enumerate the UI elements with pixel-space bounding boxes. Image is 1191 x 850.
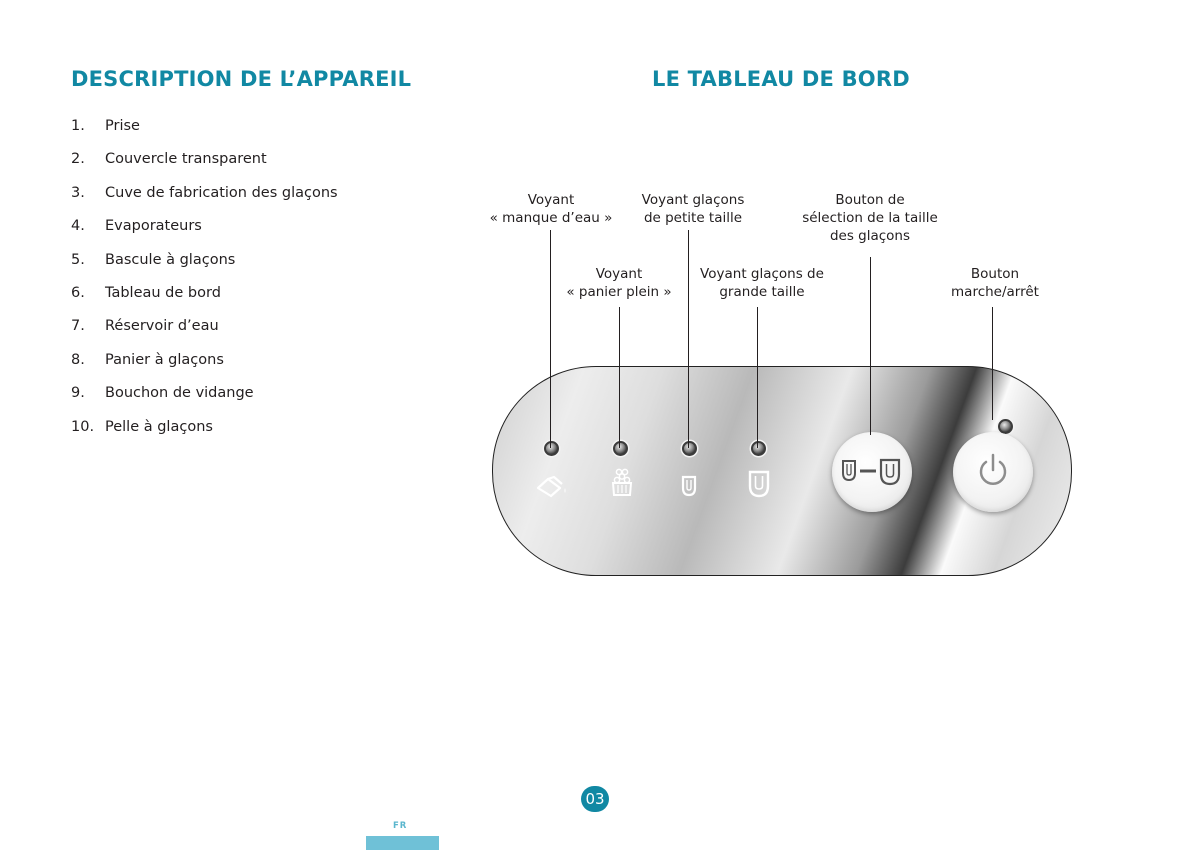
leader-line-small-ice [688, 230, 689, 448]
label-small-ice: Voyant glaçons de petite taille [641, 192, 745, 226]
label-water-shortage: Voyant « manque d’eau » [489, 192, 613, 226]
water-shortage-led [544, 441, 559, 456]
language-label: FR [393, 821, 408, 831]
list-item: 6. Tableau de bord [71, 284, 221, 301]
large-ice-icon [747, 470, 771, 498]
leader-line-water-shortage [550, 230, 551, 448]
item-label: Evaporateurs [105, 218, 202, 235]
list-item: 9. Bouchon de vidange [71, 385, 254, 402]
list-item: 8. Panier à glaçons [71, 351, 224, 368]
power-button[interactable] [953, 432, 1033, 512]
large-ice-led [751, 441, 766, 456]
label-large-ice: Voyant glaçons de grande taille [700, 266, 824, 300]
water-pour-icon [535, 474, 569, 498]
size-select-icon [839, 458, 905, 486]
basket-full-led [613, 441, 628, 456]
item-label: Pelle à glaçons [105, 418, 213, 435]
control-panel [492, 366, 1072, 576]
item-label: Cuve de fabrication des glaçons [105, 184, 338, 201]
leader-line-power-button [992, 307, 993, 420]
item-label: Prise [105, 118, 140, 134]
item-label: Réservoir d’eau [105, 318, 219, 335]
label-power-button: Bouton marche/arrêt [951, 266, 1039, 300]
label-size-button: Bouton de sélection de la taille des glaçons [802, 192, 938, 244]
page-number-badge: 03 [581, 786, 609, 812]
list-item: 10. Pelle à glaçons [71, 418, 213, 435]
ice-basket-icon [610, 468, 634, 498]
small-ice-led [682, 441, 697, 456]
section-title-description: DESCRIPTION DE L’APPAREIL [71, 67, 412, 91]
parts-list [71, 118, 338, 452]
list-item: 1. Prise [71, 118, 140, 134]
item-label: Bouchon de vidange [105, 385, 254, 402]
item-label: Bascule à glaçons [105, 251, 236, 268]
item-label: Tableau de bord [105, 284, 221, 301]
list-item: 3. Cuve de fabrication des glaçons [71, 184, 338, 201]
size-select-button[interactable] [832, 432, 912, 512]
item-label: Panier à glaçons [105, 351, 224, 368]
list-item: 5. Bascule à glaçons [71, 251, 236, 268]
power-icon [975, 452, 1011, 490]
language-tab [366, 836, 439, 850]
label-basket-full: Voyant « panier plein » [566, 266, 672, 300]
list-item: 4. Evaporateurs [71, 218, 202, 235]
small-ice-icon [680, 475, 698, 497]
list-item: 7. Réservoir d’eau [71, 318, 219, 335]
leader-line-large-ice [757, 307, 758, 448]
leader-line-basket-full [619, 307, 620, 448]
leader-line-size-button [870, 257, 871, 435]
list-item: 2. Couvercle transparent [71, 151, 267, 168]
item-label: Couvercle transparent [105, 151, 267, 168]
section-title-control-panel: LE TABLEAU DE BORD [652, 67, 910, 91]
